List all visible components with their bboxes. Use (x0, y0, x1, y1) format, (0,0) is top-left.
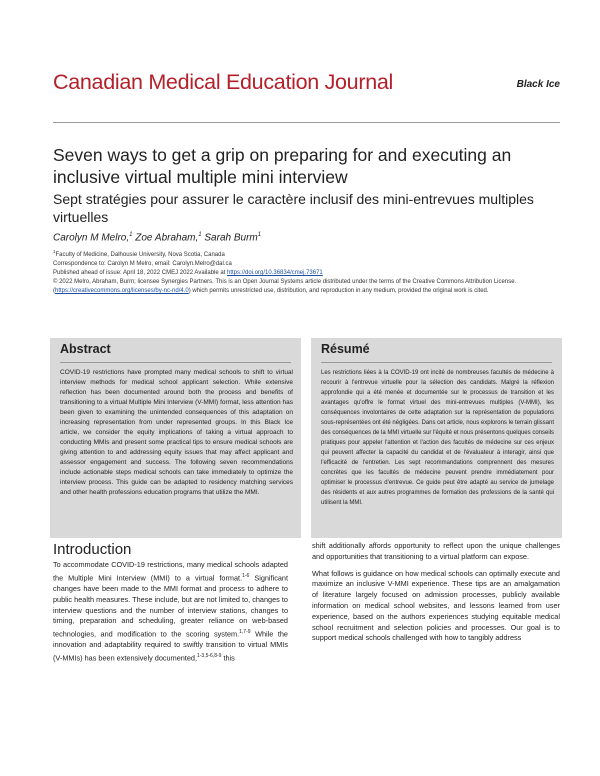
resume-text: Les restrictions liées à la COVID-19 ont incité de nombreuses facultés de médecine à recourir à l'entrevue virtuelle pour la sélection des candidats. Malgré la réflexion approfondie qui a été menée et documentée sur le processus de transition et les avantages qu'offre le format virtuel des mini-entrevues multiples (V-MMI), les conséquences involontaires de cette adaptation sur la représentation de populations sous-représentées ont été négligées. Dans cet article, nous explorons le terrain glissant des conséquences de la MMI virtuelle sur l'équité et nous présentons quelques conseils pratiques pour appeler l'attention et l'action des facultés de médecine sur ces enjeux qui peuvent affecter la capacité du candidat et de l'évaluateur à interagir, ainsi que l'efficacité de l'entretien. Les sept recommandations comprennent des mesures concrètes que les facultés de médecine peuvent prendre immédiatement pour optimiser le processus d'entrevue. Ce guide peut être adapté au service de jumelage des résidents et aux autres programmes de formation des professions de la santé qui utilisent la MMI. (321, 370, 554, 506)
article-metadata (53, 247, 563, 296)
author: Carolyn M Melro, (53, 232, 130, 244)
affiliation: $^1$Faculty of Medicine, Dalhousie University, Nova Scotia, Canada (53, 249, 225, 258)
license-link[interactable]: https://creativecommons.org/licenses/by-nc-nd/4.0 (55, 288, 189, 294)
abstract-heading: Abstract (60, 342, 111, 356)
correspondence: Correspondence to: Carolyn M Melro, email: Carolyn.Melro@dal.ca (53, 261, 232, 267)
author-affil-sup: 1 (198, 232, 202, 238)
author-affil-sup: 1 (129, 232, 133, 238)
resume-box (311, 338, 562, 538)
introduction-heading: Introduction (53, 541, 132, 558)
abstract-text: COVID-19 restrictions have prompted many medical schools to shift to virtual interview methods for medical school applicant selection. While extensive reflection has been documented around both the process and benefits of transitioning to a virtual Multiple Mini Interview (V-MMI) format, less attention has been given to examining the unintended consequences of this adaptation on increasing representation from under represented groups. In this Black Ice article, we consider the equity implications of taking a virtual approach to conducting MMIs and present some practical tips to ensure medical schools are giving attention to and addressing equity issues that may affect applicant and assessor engagement and success. The following seven recommendations include actionable steps medical schools can take immediately to optimize the interview process. This guide can be adapted to residency matching services and other health professions education programs that utilize the MMI. (60, 369, 293, 496)
author: Zoe Abraham, (132, 232, 199, 244)
publication-info: Published ahead of issue: April 18, 2022 CMEJ 2022 Available at https://doi.org/10.36834/cmej.73671 (53, 270, 323, 276)
author-list (53, 232, 261, 243)
citation: 1-3,5-6,8-9 (196, 653, 222, 660)
article-title: Seven ways to get a grip on preparing for and executing an inclusive virtual multiple mini interview (53, 145, 512, 187)
resume-heading: Résumé (321, 342, 370, 356)
body-column-left (53, 560, 288, 670)
body-column-right (312, 541, 560, 650)
article-title-french: Sept stratégies pour assurer le caractère inclusif des mini-entrevues multiples virtuelles (53, 191, 534, 225)
abstract-section (50, 338, 562, 538)
header-rule (53, 122, 560, 123)
paragraph: To accommodate COVID-19 restrictions, many medical schools adapted the Multiple Mini Interview (MMI) to a virtual format.$^{1-6}$ Significant changes have been made to the MMI format and process to adhere to public health measures. These include, but are not limited to, changes to interview questions and the number of interview stations, changes to timing, preparation and scheduling, greater reliance on web-based technologies, and modification to the scoring system.$^{1,7-9}$ While the innovation and adaptability required to swiftly transition to virtual MMIs (V-MMIs) has been extensively documented,$^{1-3,5-6,8-9}$ this (53, 560, 288, 663)
abstract-rule (60, 362, 291, 363)
resume-rule (321, 362, 552, 363)
license: © 2022 Melro, Abraham, Burm; licensee Synergies Partners. This is an Open Journal Systems article distributed under the terms of the Creative Commons Attribution License. (https://creativecommons.org/licenses/by-nc-nd/4.0) which permits unrestricted use, distribution, and reproduction in any medium, provided the original work is cited. (53, 279, 517, 294)
author-affil-sup: 1 (257, 232, 262, 238)
abstract-box (50, 338, 301, 538)
citation: 1-6 (242, 572, 250, 579)
section-label: Black Ice (516, 79, 560, 90)
journal-name: Canadian Medical Education Journal (53, 70, 393, 94)
paragraph: What follows is guidance on how medical schools can optimally execute and maximize an inclusive V-MMI experience. These tips are an amalgamation of literature largely focused on admission processes, publicly available information on medical school websites, and lessons learned from user experience, based on the authors experiences studying equitable medical school recruitment and selection policies and processes. Our goal is to support medical schools challenged with how to tangibly address (312, 568, 560, 643)
doi-link[interactable]: https://doi.org/10.36834/cmej.73671 (227, 270, 323, 276)
citation: 1,7-9 (239, 629, 251, 636)
paragraph: shift additionally affords opportunity to reflect upon the unique challenges and opportunities that transitioning to a virtual platform can expose. (312, 541, 560, 561)
author: Sarah Burm (201, 232, 258, 244)
